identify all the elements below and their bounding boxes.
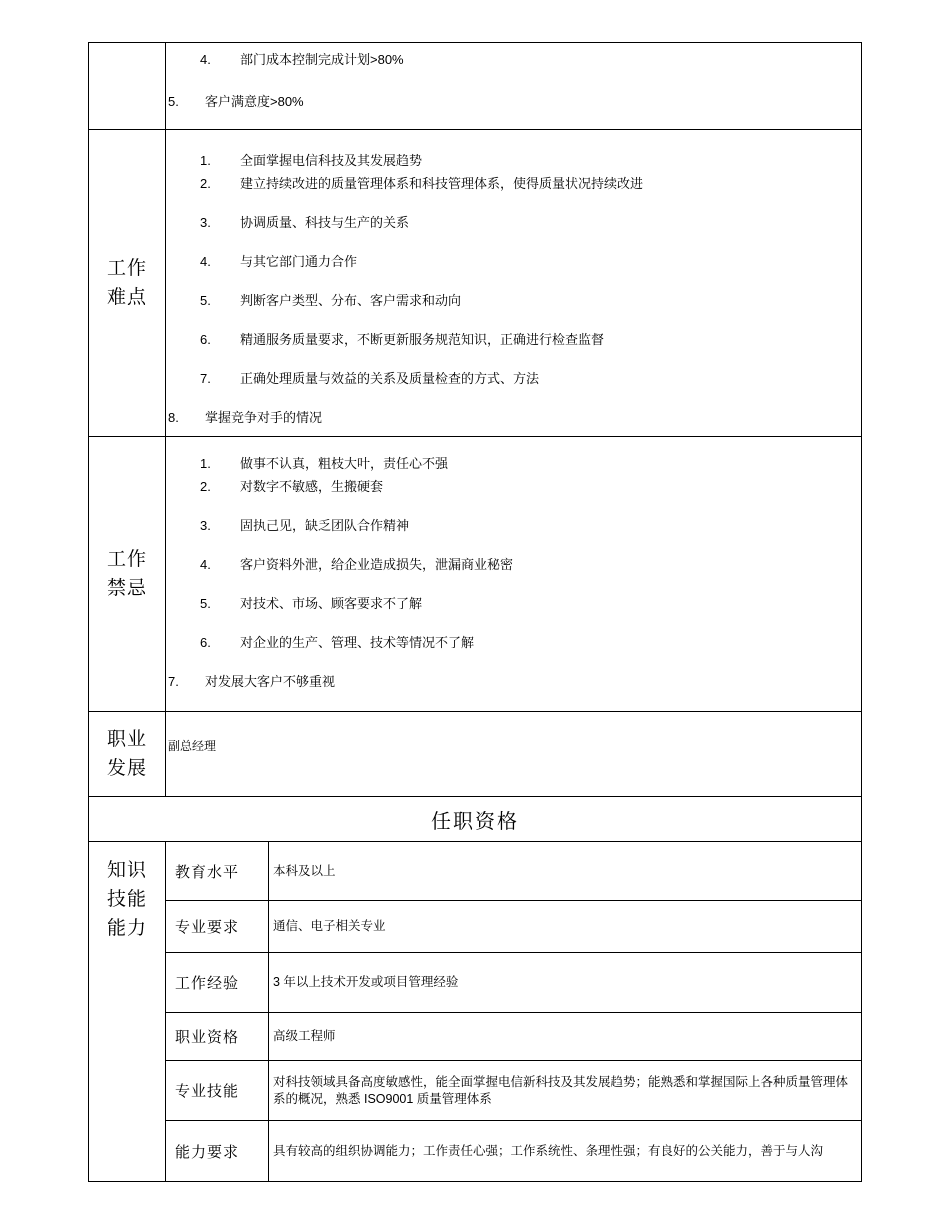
row-label: 工作经验 [166,953,269,1012]
knowledge-label-cell [89,842,166,1181]
career-value: 副总经理 [168,739,217,753]
work-difficulty-label-cell [89,130,166,436]
item-text: 协调质量、科技与生产的关系 [240,215,410,230]
list-item [166,253,851,270]
item-number: 6. [200,332,211,347]
item-text: 客户满意度>80% [205,94,304,109]
list-item [166,51,851,68]
list-item [166,175,851,192]
item-text: 判断客户类型、分布、客户需求和动向 [240,293,462,308]
label-cell-empty [89,43,166,129]
knowledge-rows [166,842,861,1181]
row-qualification-header [89,796,861,841]
item-number: 3. [200,518,211,533]
knowledge-row-major [166,900,861,952]
list-item [166,517,851,534]
work-taboo-list [166,437,861,711]
row-value: 3 年以上技术开发或项目管理经验 [273,975,459,989]
item-number: 4. [200,557,211,572]
list-item [166,595,851,612]
row-label: 能力要求 [166,1121,269,1181]
career-content [166,712,861,796]
career-label-cell [89,712,166,796]
item-number: 4. [200,52,211,67]
item-text: 做事不认真，粗枝大叶，责任心不强 [240,456,449,471]
row-label: 专业要求 [166,901,269,952]
work-difficulty-list [166,130,861,436]
section-label: 职业发展 [106,729,147,779]
knowledge-row-experience [166,952,861,1012]
list-item [166,331,851,348]
list-item [166,214,851,231]
knowledge-row-professional-skill [166,1060,861,1120]
item-number: 2. [200,176,211,191]
row-career-development [89,711,861,796]
row-label: 职业资格 [166,1013,269,1060]
row-value: 通信、电子相关专业 [273,919,386,933]
row-label: 教育水平 [166,842,269,900]
list-item [166,93,851,110]
item-number: 5. [200,596,211,611]
row-continuation [89,43,861,129]
row-value: 高级工程师 [273,1029,336,1043]
item-number: 6. [200,635,211,650]
row-label: 专业技能 [166,1061,269,1120]
item-number: 2. [200,479,211,494]
list-item [166,292,851,309]
knowledge-row-certificate [166,1012,861,1060]
list-item [166,370,851,387]
item-text: 对发展大客户不够重视 [205,674,336,689]
item-text: 全面掌握电信科技及其发展趋势 [240,153,423,168]
item-number: 3. [200,215,211,230]
item-number: 1. [200,153,211,168]
item-number: 5. [168,94,179,109]
qualification-title: 任职资格 [431,810,519,833]
section-label: 工作禁忌 [106,549,147,599]
row-work-difficulty [89,129,861,436]
knowledge-row-ability [166,1120,861,1181]
item-number: 1. [200,456,211,471]
continuation-list [166,43,861,129]
section-label: 知识技能能力 [106,860,147,939]
list-item [166,455,851,472]
item-text: 建立持续改进的质量管理体系和科技管理体系，使得质量状况持续改进 [240,176,644,191]
row-value: 具有较高的组织协调能力；工作责任心强；工作系统性、条理性强；有良好的公关能力，善于与人沟 [273,1143,824,1158]
section-label: 工作难点 [106,258,147,308]
item-number: 5. [200,293,211,308]
row-knowledge-skills [89,841,861,1181]
list-item [166,673,851,690]
work-taboo-label-cell [89,437,166,711]
list-item [166,152,851,169]
item-text: 固执己见，缺乏团队合作精神 [240,518,410,533]
item-text: 对技术、市场、顾客要求不了解 [240,596,423,611]
item-number: 7. [200,371,211,386]
item-text: 与其它部门通力合作 [240,254,358,269]
item-number: 4. [200,254,211,269]
row-work-taboo [89,436,861,711]
knowledge-row-education [166,842,861,900]
item-text: 部门成本控制完成计划>80% [240,52,404,67]
list-item [166,409,851,426]
item-text: 对企业的生产、管理、技术等情况不了解 [240,635,475,650]
item-text: 正确处理质量与效益的关系及质量检查的方式、方法 [240,371,540,386]
list-item [166,556,851,573]
item-number: 7. [168,674,179,689]
item-text: 掌握竞争对手的情况 [205,410,323,425]
item-text: 精通服务质量要求，不断更新服务规范知识，正确进行检查监督 [240,332,605,347]
item-number: 8. [168,410,179,425]
job-description-table [88,42,862,1182]
item-text: 对数字不敏感，生搬硬套 [240,479,384,494]
item-text: 客户资料外泄，给企业造成损失，泄漏商业秘密 [240,557,514,572]
row-value: 对科技领域具备高度敏感性，能全面掌握电信新科技及其发展趋势；能熟悉和掌握国际上各种质量管理体系的概况，熟悉 ISO9001 质量管理体系 [273,1074,849,1106]
list-item [166,634,851,651]
row-value: 本科及以上 [273,863,336,878]
list-item [166,478,851,495]
